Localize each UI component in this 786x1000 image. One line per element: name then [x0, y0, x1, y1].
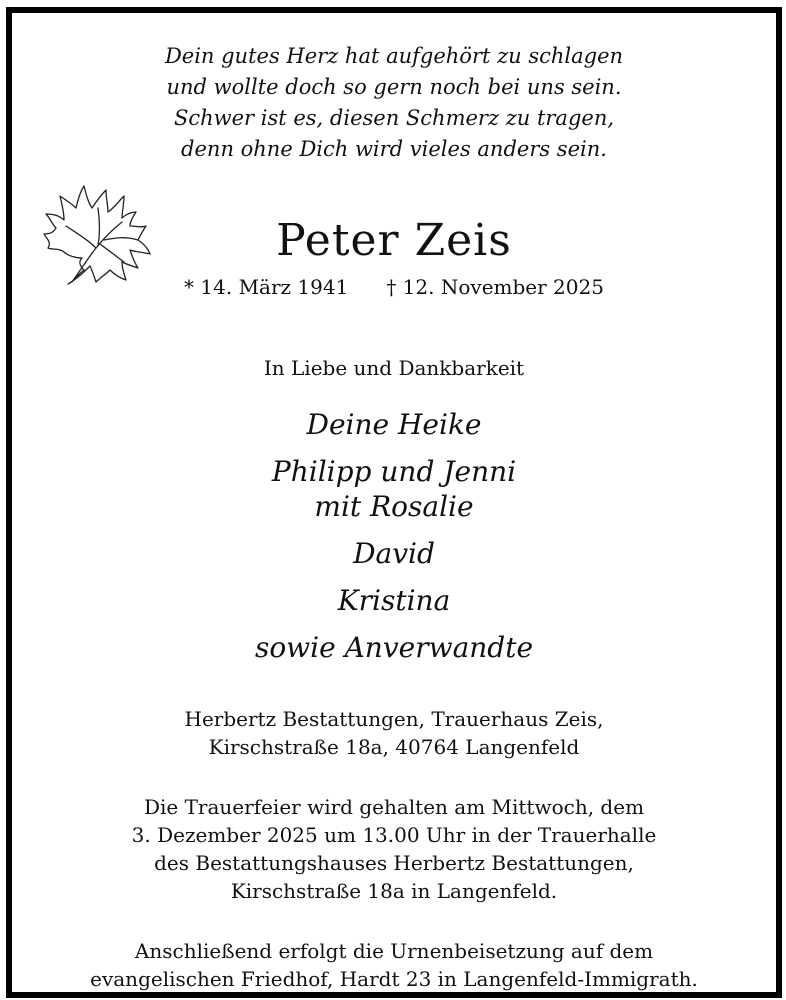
mourner-line: mit Rosalie	[314, 490, 474, 523]
ceremony-line: Die Trauerfeier wird gehalten am Mittwoch, dem	[143, 795, 645, 819]
poem-line: denn ohne Dich wird vieles anders sein.	[181, 137, 607, 161]
ceremony-line: Kirschstraße 18a in Langenfeld.	[230, 879, 558, 903]
undertaker-line: Herbertz Bestattungen, Trauerhaus Zeis,	[184, 707, 604, 731]
poem-line: Schwer ist es, diesen Schmerz zu tragen,	[173, 106, 615, 130]
death-date: † 12. November 2025	[386, 275, 604, 299]
ceremony-info	[12, 793, 776, 905]
birth-date: * 14. März 1941	[184, 275, 349, 299]
mourner-line: Deine Heike	[306, 408, 482, 441]
undertaker-info	[12, 705, 776, 761]
mourner-line: David	[353, 537, 435, 570]
life-dates	[12, 275, 776, 299]
obituary-card	[6, 7, 782, 998]
burial-line: Anschließend erfolgt die Urnenbeisetzung auf dem	[134, 939, 654, 963]
mourner-line: Philipp und Jenni	[271, 455, 517, 488]
poem-line: und wollte doch so gern noch bei uns sein.	[166, 75, 622, 99]
deceased-name: Peter Zeis	[276, 215, 512, 266]
burial-info	[12, 937, 776, 993]
poem	[12, 41, 776, 165]
burial-line: evangelischen Friedhof, Hardt 23 in Langenfeld-Immigrath.	[90, 967, 698, 991]
mourners-list	[12, 403, 776, 669]
ceremony-line: des Bestattungshauses Herbertz Bestattungen,	[154, 851, 634, 875]
mourner-line: Kristina	[337, 584, 451, 617]
ceremony-line: 3. Dezember 2025 um 13.00 Uhr in der Trauerhalle	[131, 823, 657, 847]
poem-line: Dein gutes Herz hat aufgehört zu schlagen	[164, 44, 624, 68]
mourners-intro: In Liebe und Dankbarkeit	[263, 356, 525, 380]
mourner-line: sowie Anverwandte	[254, 631, 534, 664]
undertaker-line: Kirschstraße 18a, 40764 Langenfeld	[208, 735, 580, 759]
